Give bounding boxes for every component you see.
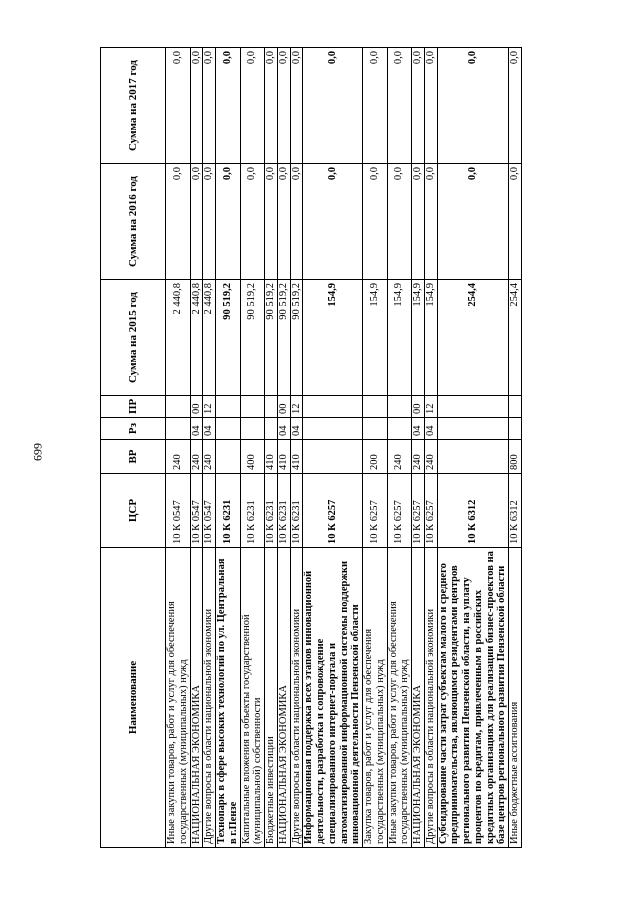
cell-vr: 410 [277, 440, 290, 474]
cell-rz [363, 418, 388, 440]
cell-pr: 12 [424, 396, 437, 418]
cell-csr: 10 К 0547 [190, 474, 203, 548]
cell-sum-2016: 0,0 [290, 164, 303, 280]
cell-sum-2017: 0,0 [363, 48, 388, 164]
header-sum-2017: Сумма на 2017 год [101, 48, 166, 164]
cell-name: Закупка товаров, работ и услуг для обеспечения государственных (муниципальных) нужд [363, 548, 388, 848]
cell-sum-2016: 0,0 [203, 164, 216, 280]
cell-sum-2015: 90 519,2 [277, 280, 290, 396]
cell-vr: 240 [190, 440, 203, 474]
cell-pr [166, 396, 191, 418]
page-number: 699 [30, 443, 45, 461]
cell-rz [166, 418, 191, 440]
table-row [424, 48, 437, 848]
cell-sum-2016: 0,0 [387, 164, 412, 280]
table-row [363, 48, 388, 848]
cell-sum-2015: 2 440,8 [190, 280, 203, 396]
cell-name: Технопарк в сфере высоких технологий по ул. Центральная в г.Пензе [216, 548, 241, 848]
cell-pr [240, 396, 265, 418]
cell-sum-2017: 0,0 [509, 48, 522, 164]
cell-pr: 12 [203, 396, 216, 418]
cell-csr: 10 К 6257 [424, 474, 437, 548]
cell-sum-2016: 0,0 [424, 164, 437, 280]
cell-rz [509, 418, 522, 440]
cell-sum-2016: 0,0 [265, 164, 278, 280]
cell-rz [216, 418, 241, 440]
cell-sum-2016: 0,0 [412, 164, 425, 280]
cell-sum-2015: 90 519,2 [265, 280, 278, 396]
table-row [240, 48, 265, 848]
cell-sum-2017: 0,0 [437, 48, 509, 164]
table-row [387, 48, 412, 848]
cell-csr: 10 К 6231 [240, 474, 265, 548]
cell-vr [437, 440, 509, 474]
cell-rz: 04 [412, 418, 425, 440]
table-row [303, 48, 363, 848]
cell-name: Иные закупки товаров, работ и услуг для обеспечения государственных (муниципальных) нужд [387, 548, 412, 848]
cell-pr: 00 [277, 396, 290, 418]
header-vr: ВР [101, 440, 166, 474]
cell-csr: 10 К 6312 [437, 474, 509, 548]
cell-sum-2015: 2 440,8 [203, 280, 216, 396]
cell-pr: 12 [290, 396, 303, 418]
cell-name: НАЦИОНАЛЬНАЯ ЭКОНОМИКА [277, 548, 290, 848]
cell-rz [240, 418, 265, 440]
table-row [203, 48, 216, 848]
cell-pr [387, 396, 412, 418]
cell-sum-2015: 154,9 [387, 280, 412, 396]
cell-sum-2015: 90 519,2 [216, 280, 241, 396]
cell-sum-2017: 0,0 [290, 48, 303, 164]
cell-rz: 04 [190, 418, 203, 440]
table-row [509, 48, 522, 848]
cell-vr [303, 440, 363, 474]
cell-sum-2015: 154,9 [412, 280, 425, 396]
cell-vr: 240 [424, 440, 437, 474]
cell-sum-2017: 0,0 [412, 48, 425, 164]
cell-vr: 240 [412, 440, 425, 474]
cell-name: Другие вопросы в области национальной экономики [290, 548, 303, 848]
table-row [437, 48, 509, 848]
cell-csr: 10 К 6257 [363, 474, 388, 548]
cell-sum-2016: 0,0 [303, 164, 363, 280]
cell-vr: 240 [387, 440, 412, 474]
cell-rz: 04 [203, 418, 216, 440]
cell-csr: 10 К 6257 [387, 474, 412, 548]
cell-vr [216, 440, 241, 474]
cell-pr [437, 396, 509, 418]
cell-sum-2017: 0,0 [277, 48, 290, 164]
cell-sum-2015: 154,9 [363, 280, 388, 396]
cell-pr [216, 396, 241, 418]
cell-sum-2016: 0,0 [190, 164, 203, 280]
cell-pr [363, 396, 388, 418]
cell-name: Капитальные вложения в объекты государственной (муниципальной) собственности [240, 548, 265, 848]
header-name: Наименование [101, 548, 166, 848]
cell-csr: 10 К 6257 [303, 474, 363, 548]
cell-sum-2017: 0,0 [190, 48, 203, 164]
cell-name: НАЦИОНАЛЬНАЯ ЭКОНОМИКА [412, 548, 425, 848]
cell-name: НАЦИОНАЛЬНАЯ ЭКОНОМИКА [190, 548, 203, 848]
cell-csr: 10 К 0547 [166, 474, 191, 548]
cell-sum-2017: 0,0 [203, 48, 216, 164]
cell-name: Иные закупки товаров, работ и услуг для обеспечения государственных (муниципальных) нужд [166, 548, 191, 848]
table-row [166, 48, 191, 848]
cell-sum-2016: 0,0 [363, 164, 388, 280]
cell-sum-2017: 0,0 [424, 48, 437, 164]
table-row [290, 48, 303, 848]
rotated-table-container [100, 48, 540, 848]
cell-rz: 04 [424, 418, 437, 440]
cell-vr: 410 [265, 440, 278, 474]
cell-name: Информационная поддержка всех этапов инновационной деятельности, разработка и сопровождение специализированного интернет-портала и автоматизированной информационной системы поддержки инновационной деятельности Пензенской области [303, 548, 363, 848]
cell-name: Иные бюджетные ассигнования [509, 548, 522, 848]
cell-csr: 10 К 6257 [412, 474, 425, 548]
cell-rz [437, 418, 509, 440]
cell-csr: 10 К 6231 [216, 474, 241, 548]
table-row [265, 48, 278, 848]
cell-csr: 10 К 6231 [277, 474, 290, 548]
cell-vr: 240 [166, 440, 191, 474]
header-csr: ЦСР [101, 474, 166, 548]
cell-sum-2015: 2 440,8 [166, 280, 191, 396]
table-header-row [101, 48, 166, 848]
cell-rz: 04 [277, 418, 290, 440]
cell-csr: 10 К 6312 [509, 474, 522, 548]
cell-vr: 410 [290, 440, 303, 474]
cell-rz [265, 418, 278, 440]
cell-vr: 240 [203, 440, 216, 474]
table-body [166, 48, 522, 848]
cell-vr: 400 [240, 440, 265, 474]
cell-sum-2017: 0,0 [166, 48, 191, 164]
cell-sum-2015: 254,4 [437, 280, 509, 396]
cell-sum-2017: 0,0 [265, 48, 278, 164]
table-row [277, 48, 290, 848]
header-pr: ПР [101, 396, 166, 418]
table-row [412, 48, 425, 848]
table-row [216, 48, 241, 848]
cell-csr: 10 К 0547 [203, 474, 216, 548]
cell-sum-2017: 0,0 [216, 48, 241, 164]
header-sum-2016: Сумма на 2016 год [101, 164, 166, 280]
cell-name: Другие вопросы в области национальной экономики [424, 548, 437, 848]
cell-pr [303, 396, 363, 418]
cell-name: Другие вопросы в области национальной экономики [203, 548, 216, 848]
cell-pr [265, 396, 278, 418]
cell-vr: 200 [363, 440, 388, 474]
cell-vr: 800 [509, 440, 522, 474]
cell-sum-2017: 0,0 [303, 48, 363, 164]
cell-sum-2015: 154,9 [303, 280, 363, 396]
cell-sum-2015: 90 519,2 [290, 280, 303, 396]
cell-rz [387, 418, 412, 440]
cell-name: Субсидирование части затрат субъектам малого и среднего предпринимательства, являющимся резидентами центров регионального развития Пензенской области, на уплату процентов по кредитам, привлеченным в российских кредитных организациях для реализации бизнес-проектов на базе центров регионального развития Пензенской области [437, 548, 509, 848]
cell-sum-2017: 0,0 [240, 48, 265, 164]
cell-sum-2015: 254,4 [509, 280, 522, 396]
cell-sum-2016: 0,0 [509, 164, 522, 280]
cell-csr: 10 К 6231 [290, 474, 303, 548]
header-rz: Рз [101, 418, 166, 440]
cell-sum-2015: 154,9 [424, 280, 437, 396]
cell-pr [509, 396, 522, 418]
cell-pr: 00 [412, 396, 425, 418]
cell-name: Бюджетные инвестиции [265, 548, 278, 848]
table-row [190, 48, 203, 848]
cell-sum-2015: 90 519,2 [240, 280, 265, 396]
cell-rz [303, 418, 363, 440]
cell-sum-2017: 0,0 [387, 48, 412, 164]
cell-csr: 10 К 6231 [265, 474, 278, 548]
cell-sum-2016: 0,0 [216, 164, 241, 280]
cell-sum-2016: 0,0 [277, 164, 290, 280]
budget-table [100, 47, 522, 848]
cell-sum-2016: 0,0 [437, 164, 509, 280]
cell-sum-2016: 0,0 [166, 164, 191, 280]
header-sum-2015: Сумма на 2015 год [101, 280, 166, 396]
cell-rz: 04 [290, 418, 303, 440]
cell-pr: 00 [190, 396, 203, 418]
cell-sum-2016: 0,0 [240, 164, 265, 280]
